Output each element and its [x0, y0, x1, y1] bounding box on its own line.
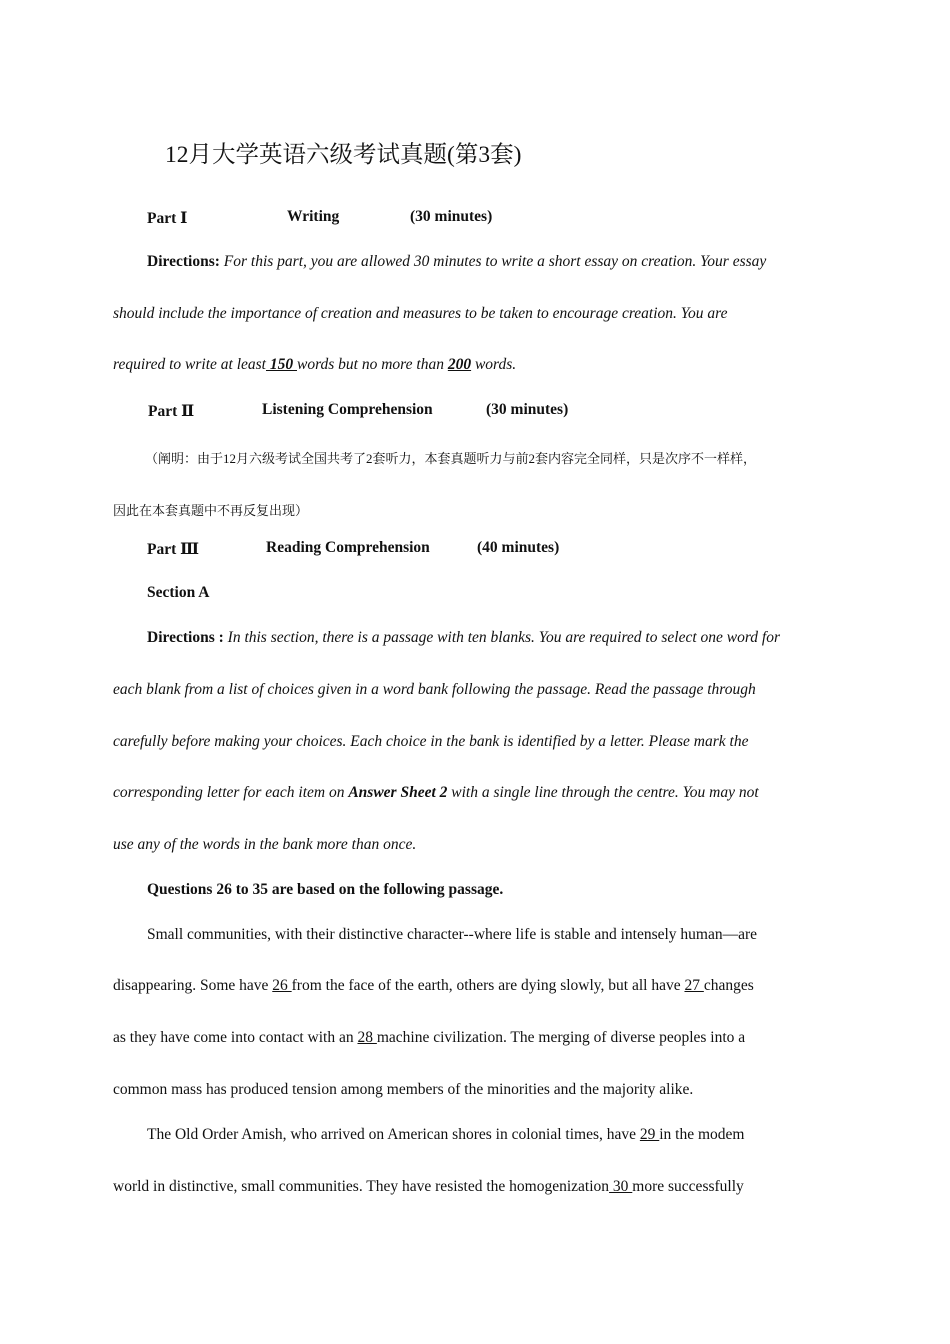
word-count-min: 150 [265, 356, 297, 373]
blank-28: 28 [357, 1029, 377, 1046]
directions-label: Directions : [147, 629, 224, 646]
passage-text: in the modem [659, 1126, 745, 1143]
part3-directions-line5: use any of the words in the bank more than once. [113, 836, 417, 853]
directions-text: For this part, you are allowed 30 minutes to write a short essay on creation. Your essay [223, 253, 767, 270]
passage-text: disappearing. Some have [113, 977, 273, 994]
part1-name: Writing [287, 208, 340, 225]
directions-text: required to write at least [113, 356, 266, 373]
part2-time: (30 minutes) [486, 401, 569, 418]
page-title: 12月大学英语六级考试真题(第3套) [165, 142, 522, 168]
word-count-max: 200 [447, 356, 472, 373]
part3-name: Reading Comprehension [266, 539, 430, 556]
passage-text: from the face of the earth, others are dying slowly, but all have [291, 977, 685, 994]
part3-time: (40 minutes) [477, 539, 560, 556]
part2-note-line2: 因此在本套真题中不再反复出现） [113, 503, 309, 518]
blank-26: 26 [272, 977, 292, 994]
part1-label: Part Ⅰ [147, 210, 188, 227]
passage-p1-line2 [113, 977, 754, 995]
directions-text: words but no more than [296, 356, 448, 373]
part3-directions-line2: each blank from a list of choices given in a word bank following the passage. Read the passage through [113, 681, 756, 698]
directions-text: In this section, there is a passage with ten blanks. You are required to select one word for [223, 629, 781, 646]
passage-text: machine civilization. The merging of diverse peoples into a [376, 1029, 746, 1046]
directions-text: with a single line through the centre. You may not [447, 784, 759, 801]
directions-text: words. [471, 356, 517, 373]
part1-directions-line1 [147, 253, 766, 271]
passage-p2-line2 [113, 1178, 744, 1196]
passage-text: world in distinctive, small communities. They have resisted the homogenization [113, 1178, 610, 1195]
part3-directions-line3: carefully before making your choices. Each choice in the bank is identified by a letter. Please mark the [113, 733, 749, 750]
part2-note-line1: （阐明：由于12月六级考试全国共考了2套听力，本套真题听力与前2套内容完全同样，只是次序不一样样， [145, 451, 757, 466]
directions-label: Directions: [147, 253, 220, 270]
part3-label: Part Ⅲ [147, 541, 200, 558]
passage-text: more successfully [632, 1178, 744, 1195]
questions-heading: Questions 26 to 35 are based on the following passage. [147, 881, 504, 898]
passage-text: as they have come into contact with an [113, 1029, 358, 1046]
part1-directions-line2: should include the importance of creation and measures to be taken to encourage creation. You are [113, 305, 728, 322]
part1-time: (30 minutes) [410, 208, 493, 225]
part3-directions-line1 [147, 629, 780, 647]
blank-29: 29 [639, 1126, 660, 1143]
part3-directions-line4 [113, 784, 759, 802]
answer-sheet-label: Answer Sheet 2 [348, 784, 448, 801]
part1-directions-line3 [113, 356, 516, 374]
part2-name: Listening Comprehension [262, 401, 433, 418]
passage-text: The Old Order Amish, who arrived on American shores in colonial times, have [147, 1126, 640, 1143]
blank-30: 30 [609, 1178, 633, 1195]
part2-label: Part Ⅱ [148, 403, 195, 420]
passage-p2-line1 [147, 1126, 745, 1144]
section-a-heading: Section A [147, 584, 210, 601]
passage-p1-line3 [113, 1029, 745, 1047]
passage-p1-line1: Small communities, with their distinctive character--where life is stable and intensely human—are [147, 926, 758, 943]
passage-text: changes [703, 977, 754, 994]
directions-text: corresponding letter for each item on [113, 784, 349, 801]
blank-27: 27 [684, 977, 704, 994]
passage-p1-line4: common mass has produced tension among members of the minorities and the majority alike. [113, 1081, 694, 1098]
